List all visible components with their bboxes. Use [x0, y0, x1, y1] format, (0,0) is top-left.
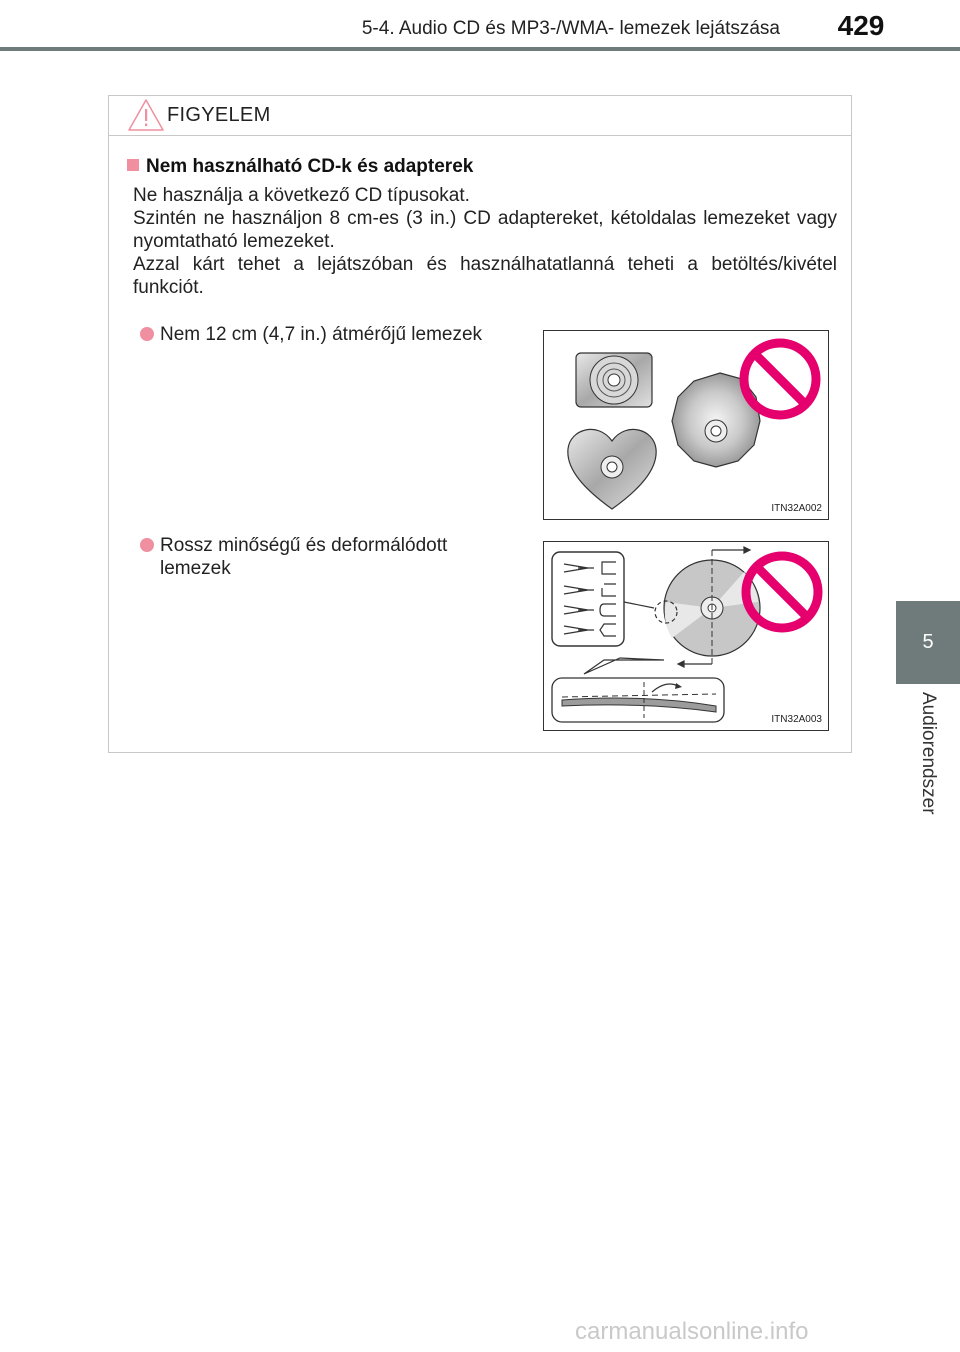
prohibition-icon — [744, 343, 816, 415]
warped-disc-cross-section — [552, 658, 724, 722]
section-heading — [127, 156, 473, 178]
list-item — [140, 534, 500, 580]
chapter-number: 5 — [922, 631, 934, 653]
square-bullet-icon — [127, 159, 139, 171]
chapter-tab — [896, 601, 960, 684]
caution-header — [109, 96, 851, 136]
figure-deformed-discs — [543, 541, 829, 731]
figure-code: ITN32A003 — [771, 714, 822, 725]
section-title: 5-4. Audio CD és MP3-/WMA- lemezek lejátszása — [361, 18, 780, 39]
card-shaped-disc — [576, 353, 652, 407]
paragraph: Ne használja a következő CD típusokat. — [133, 185, 470, 206]
list-item — [140, 323, 520, 346]
paragraph: Szintén ne használjon 8 cm-es (3 in.) CD adaptereket, kétoldalas lemezeket vagy nyomtatható lemezeket. — [133, 208, 837, 252]
paragraph: Azzal kárt tehet a lejátszóban és használhatatlanná teheti a betöltés/kivétel funkciót. — [133, 254, 837, 298]
irregular-discs-illustration — [544, 331, 828, 519]
figure-irregular-discs — [543, 330, 829, 520]
figure-code: ITN32A002 — [771, 503, 822, 514]
list-item-text: Nem 12 cm (4,7 in.) átmérőjű lemezek — [160, 324, 483, 345]
disc-with-damaged-edge — [655, 550, 760, 664]
section-heading-text: Nem használható CD-k és adapterek — [146, 156, 474, 177]
header-rule — [0, 47, 960, 51]
watermark: carmanualsonline.info — [575, 1318, 809, 1345]
circle-bullet-icon — [140, 327, 154, 341]
list-item-text: Rossz minőségű és deformálódott lemezek — [160, 535, 448, 579]
page-number: 429 — [837, 10, 885, 41]
warning-triangle-icon — [127, 98, 165, 132]
edge-profiles-callout — [552, 552, 624, 646]
deformed-discs-illustration — [544, 542, 828, 730]
chapter-label: Audiorendszer — [918, 692, 939, 815]
caution-title: FIGYELEM — [167, 104, 271, 126]
chapter-label-container — [896, 684, 960, 852]
caution-box — [108, 95, 852, 753]
heart-shaped-disc — [568, 429, 656, 509]
circle-bullet-icon — [140, 538, 154, 552]
